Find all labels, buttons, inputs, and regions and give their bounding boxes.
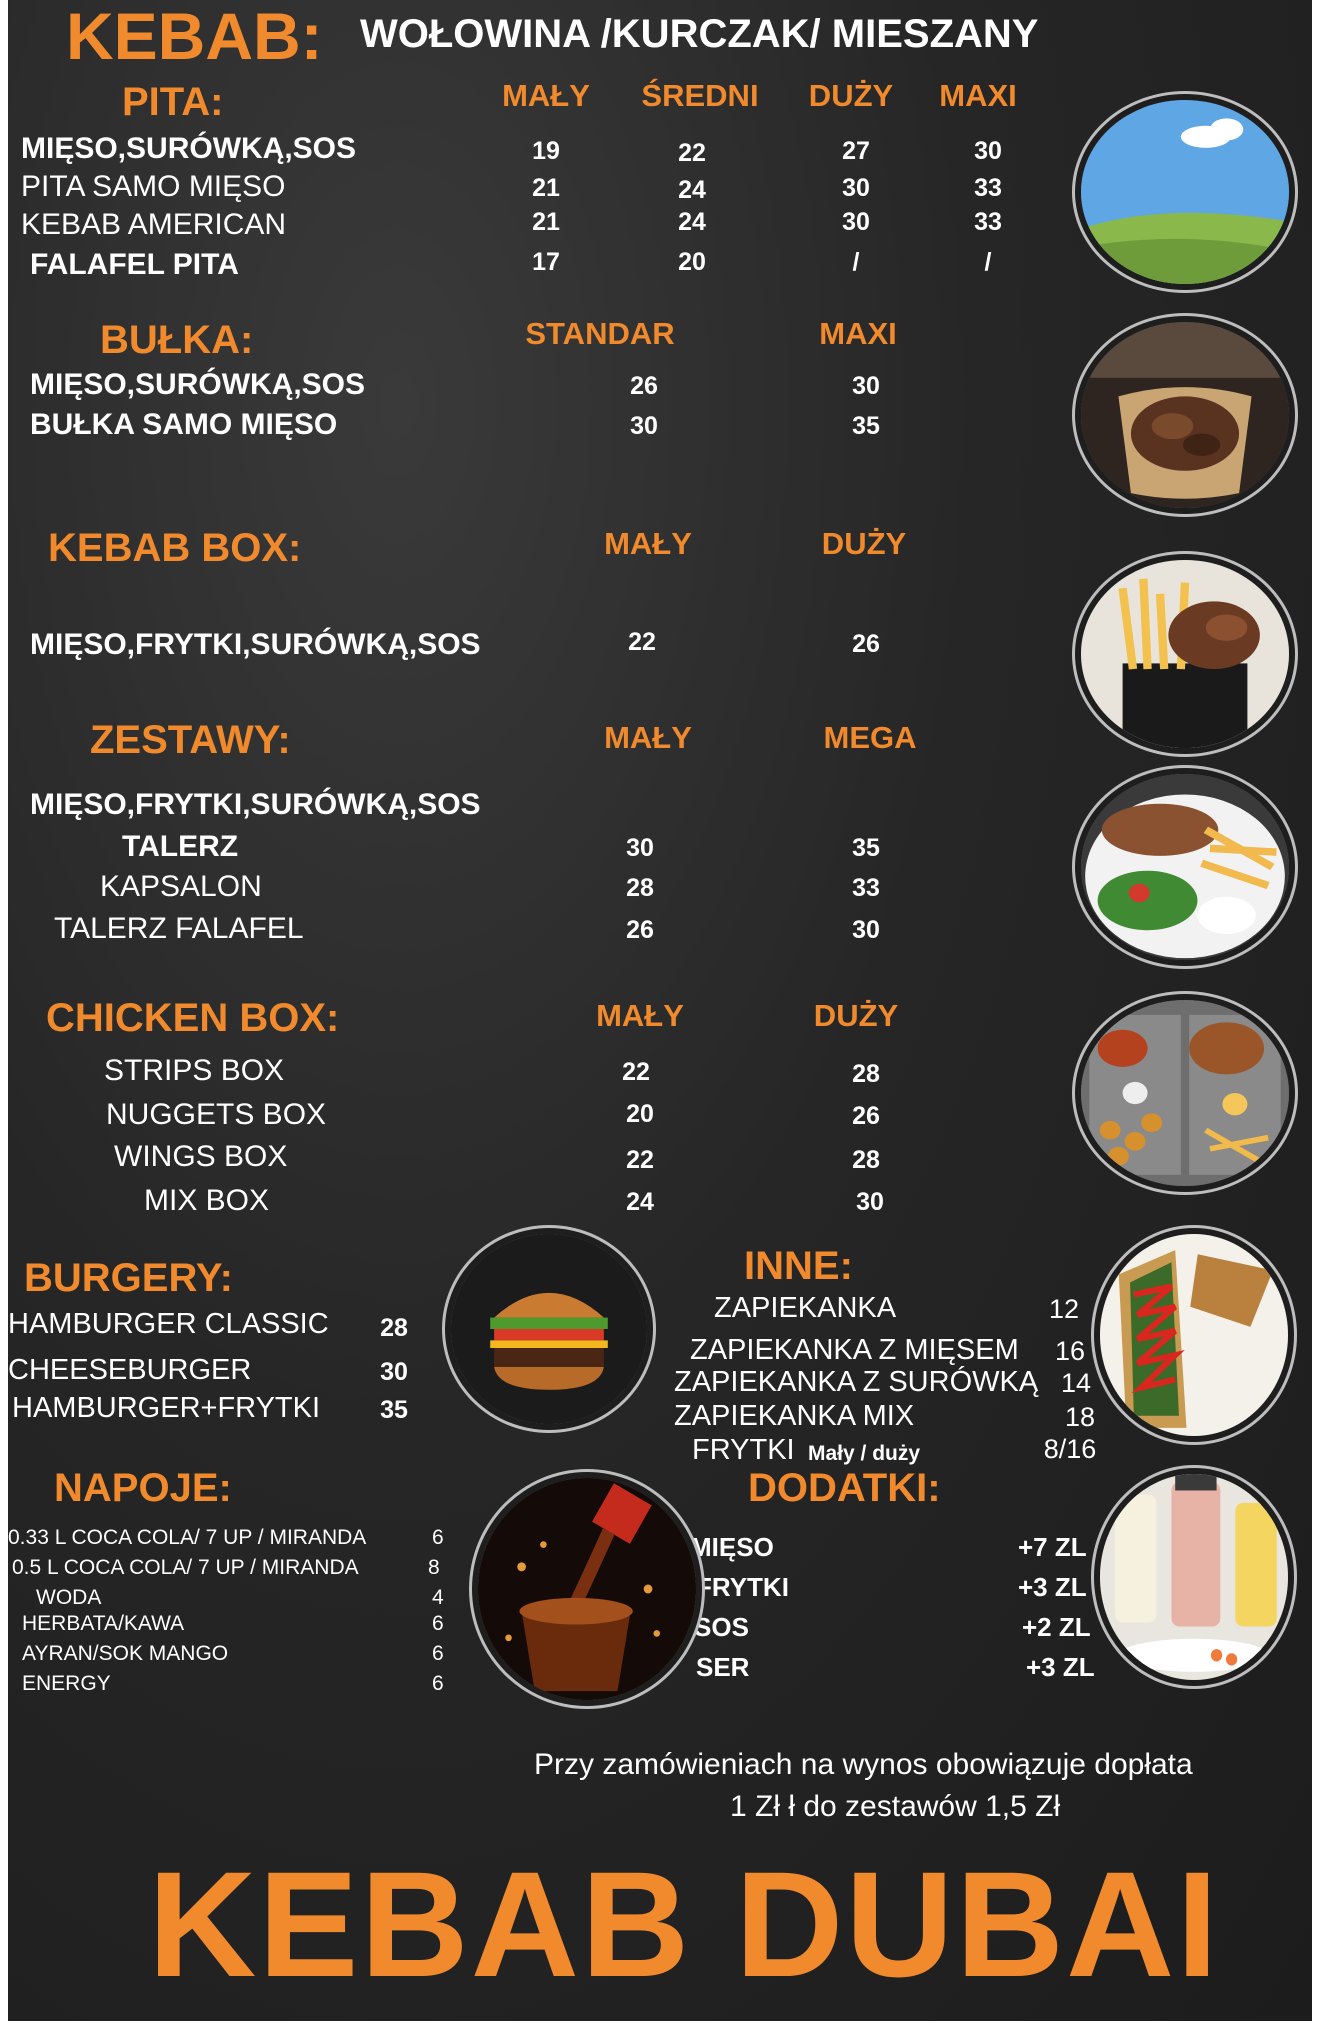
item-name: FALAFEL PITA [30,248,239,281]
item-name: STRIPS BOX [104,1054,285,1087]
item-price: 16 [1054,1336,1086,1366]
section-title-zestawy: ZESTAWY: [90,718,291,762]
item-price: 20 [626,1100,654,1128]
item-price: 26 [852,1102,880,1130]
item-name: BUŁKA SAMO MIĘSO [30,408,338,441]
item-price: 14 [1060,1368,1092,1398]
kebab-box-image [1081,560,1289,748]
item-name: FRYTKI [696,1572,789,1602]
item-price: 17 [532,248,560,276]
section-title-kebab-box: KEBAB BOX: [48,526,302,570]
burger-image [451,1234,647,1424]
item-price: 30 [974,137,1002,165]
item-price: 6 [432,1526,444,1549]
col-header: DUŻY [813,998,899,1033]
col-header: MEGA [823,720,917,755]
col-header: STANDAR [525,316,675,351]
zapiekanka-image [1100,1234,1288,1436]
item-price: / [852,248,860,276]
item-price: 24 [626,1188,654,1216]
item-name: PITA SAMO MIĘSO [21,170,286,203]
sauce-bottles-image [1100,1474,1288,1680]
item-name: HAMBURGER CLASSIC [8,1308,329,1340]
section-title-burgery: BURGERY: [24,1256,233,1300]
item-name: FRYTKI [692,1434,795,1466]
item-price: 24 [678,176,706,204]
col-header: DUŻY [808,78,894,113]
item-name: HAMBURGER+FRYTKI [12,1392,321,1424]
item-price: 19 [532,137,560,165]
item-name: TALERZ FALAFEL [54,912,304,945]
col-header: MAXI [939,78,1017,113]
menu-subtitle: WOŁOWINA /KURCZAK/ MIESZANY [360,12,1039,56]
section-title-chicken-box: CHICKEN BOX: [46,996,340,1040]
item-price: 4 [432,1586,444,1609]
item-price: 6 [432,1672,444,1695]
item-price: 33 [974,174,1002,202]
item-name: ZAPIEKANKA Z MIĘSEM [690,1334,1019,1366]
item-price: 22 [678,139,706,167]
takeaway-notice-line2: 1 Zł ł do zestawów 1,5 Zł [730,1790,1061,1823]
brand-logo-text: KEBAB DUBAI [148,1840,1220,2008]
col-header: MAŁY [604,526,692,561]
col-header: MAŁY [596,998,684,1033]
item-name: WINGS BOX [114,1140,288,1173]
item-name: 0.5 L COCA COLA/ 7 UP / MIRANDA [12,1556,359,1579]
item-name: NUGGETS BOX [106,1098,327,1131]
item-price: 22 [626,1146,654,1174]
item-price: 6 [432,1612,444,1635]
item-name: ENERGY [22,1672,111,1695]
takeaway-notice-line1: Przy zamówieniach na wynos obowiązuje dopłata [534,1748,1193,1781]
item-name: SER [696,1652,750,1682]
item-price: / [984,248,992,276]
landscape-placeholder-image [1081,100,1289,284]
item-price: 30 [842,208,870,236]
item-price: 20 [678,248,706,276]
item-price: 8 [428,1556,440,1579]
item-price: 22 [622,1058,650,1086]
item-name: KAPSALON [100,870,262,903]
item-price: 35 [852,834,880,862]
set-description: MIĘSO,FRYTKI,SURÓWKĄ,SOS [30,788,481,821]
col-header: DUŻY [821,526,907,561]
item-name: MIĘSO,FRYTKI,SURÓWKĄ,SOS [30,628,481,661]
item-price: 8/16 [1043,1434,1097,1464]
item-price: 22 [628,628,656,656]
item-name: TALERZ [122,830,239,863]
col-header: MAXI [819,316,897,351]
item-name: WODA [36,1586,102,1609]
item-name: AYRAN/SOK MANGO [22,1642,229,1665]
col-header: ŚREDNI [641,78,759,113]
section-title-pita: PITA: [122,80,224,124]
col-header: MAŁY [502,78,590,113]
item-price: 21 [532,208,560,236]
item-note: Mały / duży [808,1442,921,1465]
cola-splash-image [478,1478,696,1700]
item-name: MIĘSO [690,1532,774,1562]
item-price: 26 [626,916,654,944]
kebab-pita-image [1081,322,1289,508]
item-name: ZAPIEKANKA [714,1292,897,1324]
item-price: 28 [380,1314,408,1342]
item-name: KEBAB AMERICAN [21,208,287,241]
item-price: 30 [852,916,880,944]
item-price: 26 [630,372,658,400]
item-price: 35 [852,412,880,440]
section-title-inne: INNE: [744,1244,853,1288]
item-name: ZAPIEKANKA Z SURÓWKĄ [674,1366,1039,1398]
item-price: 24 [678,208,706,236]
item-price: 30 [856,1188,884,1216]
item-name: SOS [694,1612,749,1642]
item-price: 26 [852,630,880,658]
item-name: CHEESEBURGER [8,1354,252,1386]
item-name: 0.33 L COCA COLA/ 7 UP / MIRANDA [8,1526,367,1549]
item-price: +2 ZL [1022,1612,1091,1642]
item-price: 28 [626,874,654,902]
item-price: 28 [852,1146,880,1174]
item-price: 33 [852,874,880,902]
menu-title: KEBAB: [66,0,323,73]
item-price: 30 [380,1358,408,1386]
section-title-bulka: BUŁKA: [100,318,254,362]
item-name: HERBATA/KAWA [22,1612,185,1635]
section-title-napoje: NAPOJE: [54,1466,232,1510]
item-price: +3 ZL [1026,1652,1095,1682]
kebab-plate-image [1081,774,1289,960]
item-price: +7 ZL [1018,1532,1087,1562]
item-price: 30 [842,174,870,202]
item-name: MIĘSO,SURÓWKĄ,SOS [21,132,357,165]
item-price: 18 [1064,1402,1096,1432]
item-price: 30 [852,372,880,400]
item-price: 12 [1048,1294,1080,1324]
section-title-dodatki: DODATKI: [748,1466,941,1510]
item-price: 6 [432,1642,444,1665]
item-price: 21 [532,174,560,202]
menu-board [8,0,1312,2021]
item-price: 30 [626,834,654,862]
item-name: MIĘSO,SURÓWKĄ,SOS [30,368,366,401]
item-price: 35 [380,1396,408,1424]
chicken-boxes-image [1081,1000,1289,1186]
col-header: MAŁY [604,720,692,755]
item-price: 30 [630,412,658,440]
item-name: MIX BOX [144,1184,270,1217]
item-price: +3 ZL [1018,1572,1087,1602]
item-price: 27 [842,137,870,165]
item-price: 33 [974,208,1002,236]
item-price: 28 [852,1060,880,1088]
item-name: ZAPIEKANKA MIX [674,1400,915,1432]
